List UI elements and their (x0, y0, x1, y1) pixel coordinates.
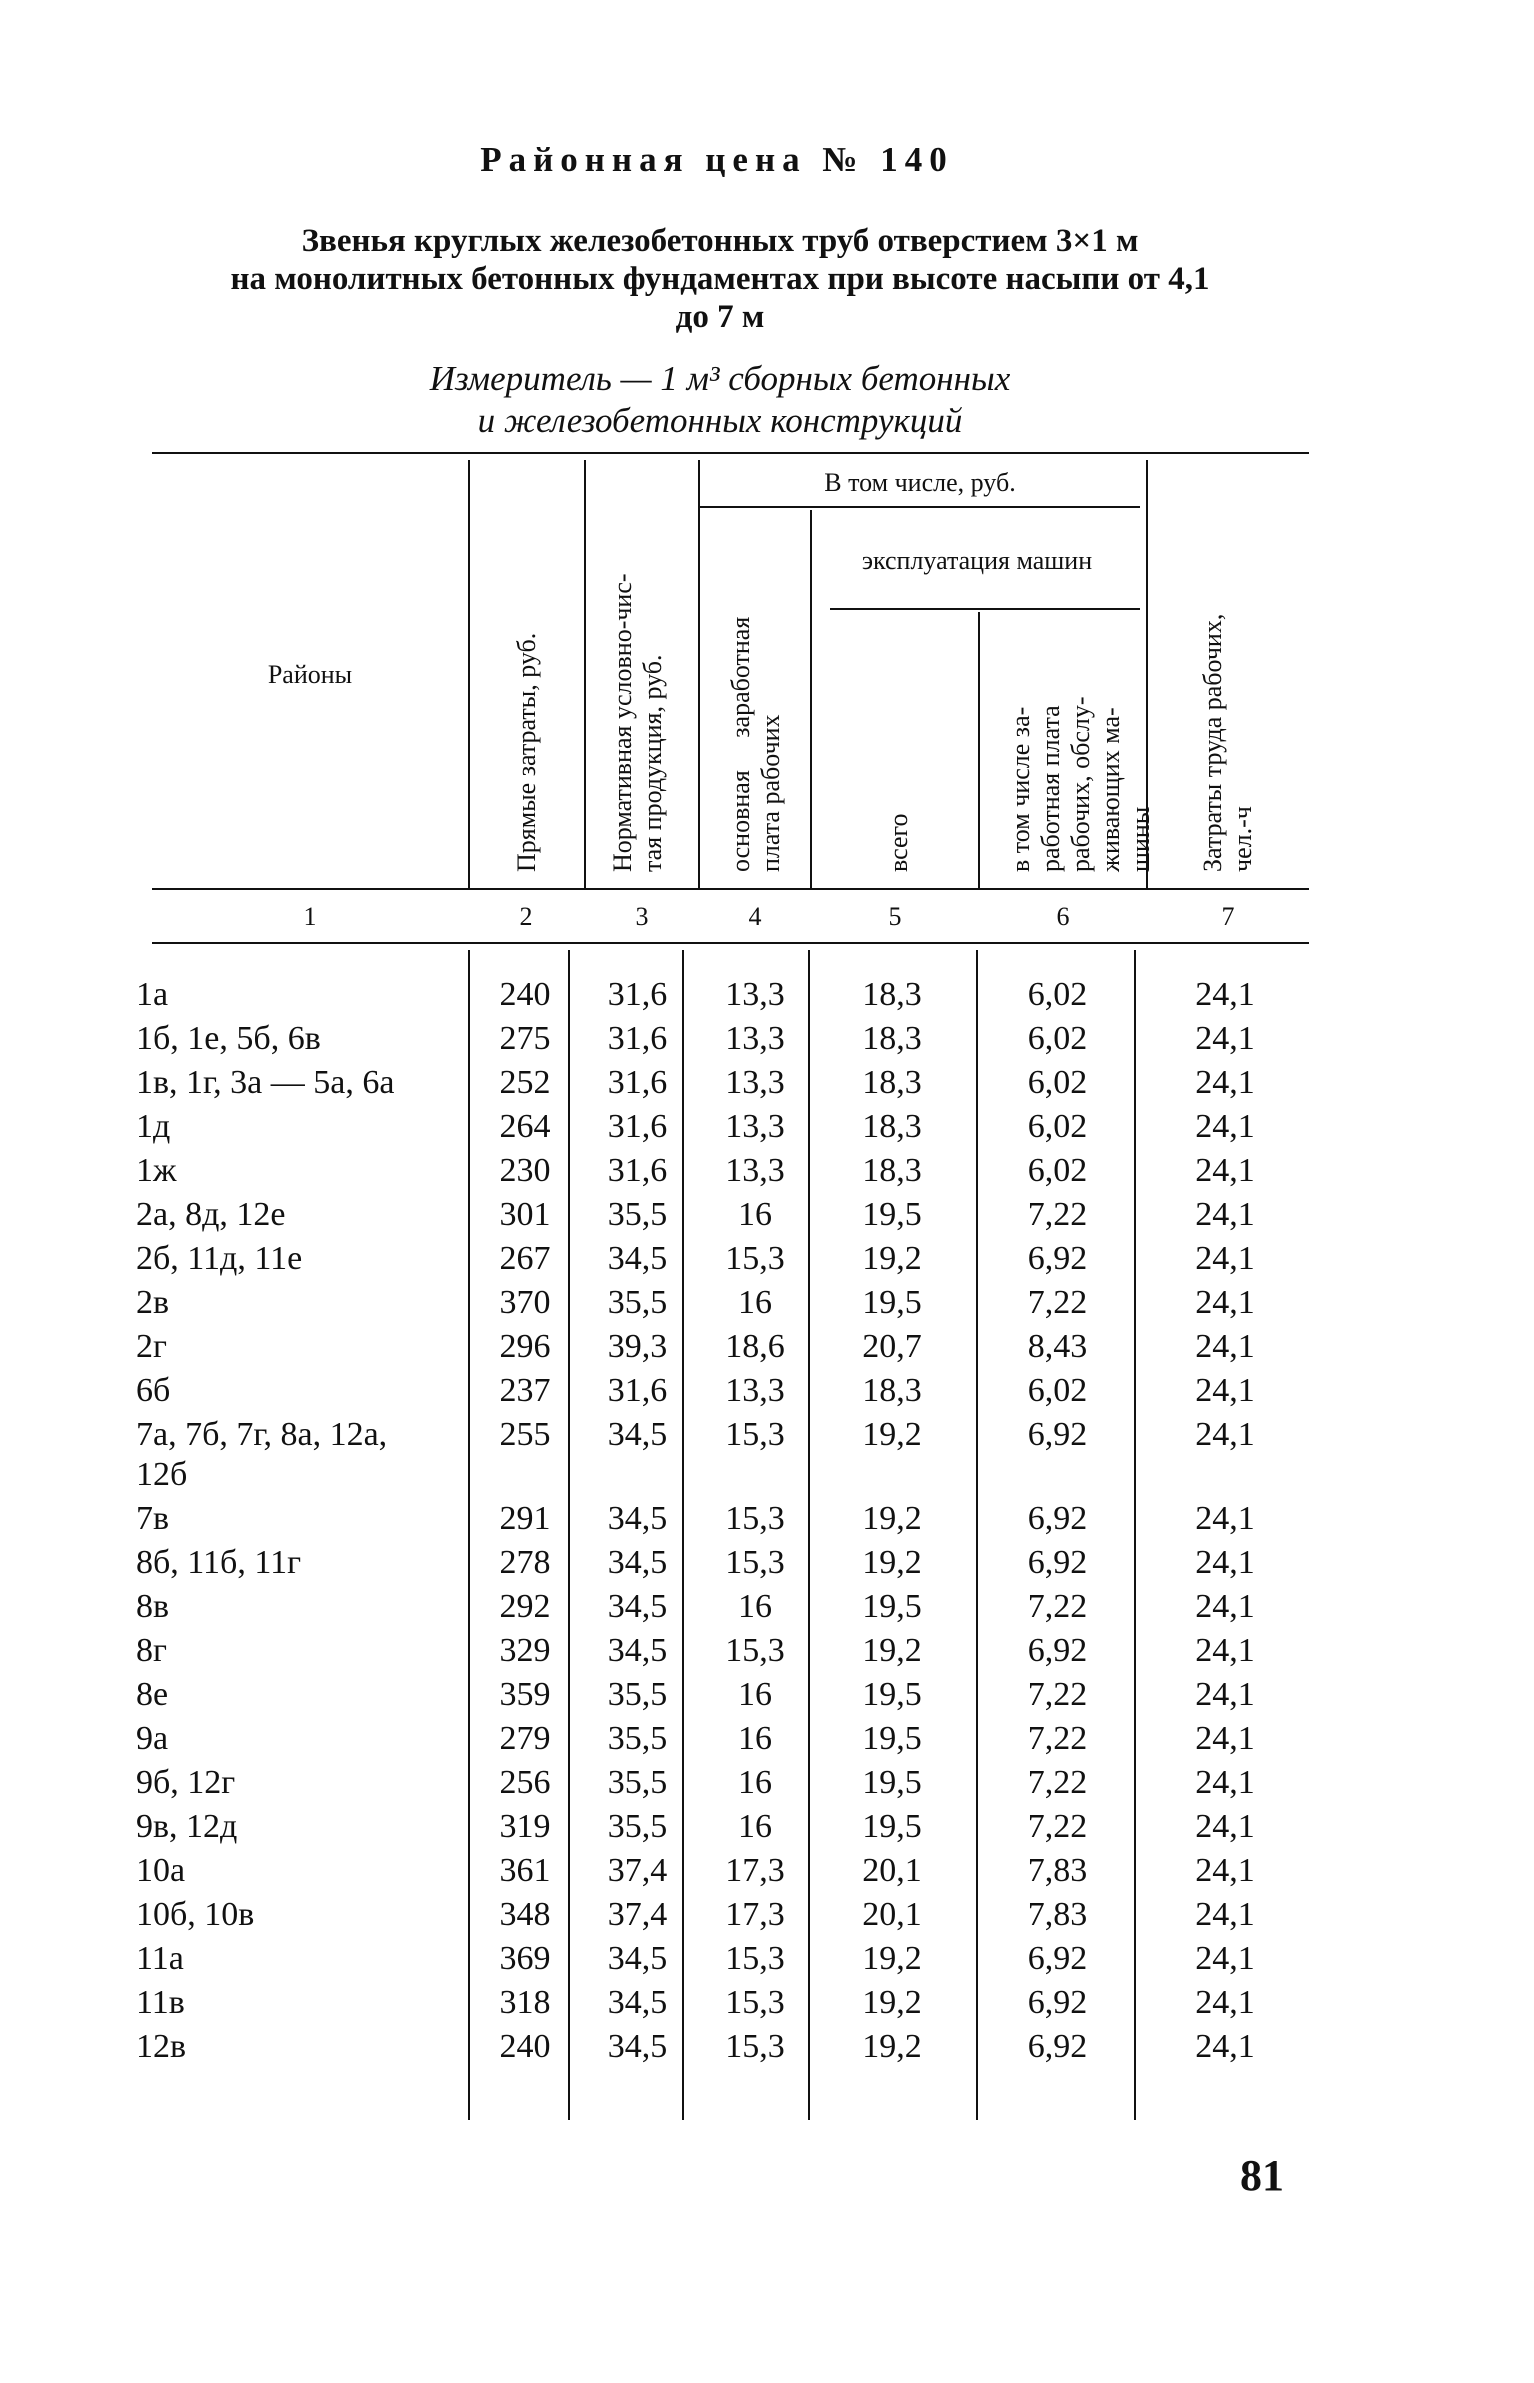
header-incl-wage: в том числе за- работная плата рабочих, обслу- живающих ма- шины (1006, 696, 1155, 872)
machines-wage-cell: 7,22 (1027, 1720, 1088, 1757)
region-cell: 8в (136, 1588, 170, 1625)
machines-wage-cell: 6,92 (1027, 1544, 1088, 1581)
machines-wage-cell: 6,92 (1027, 1984, 1088, 2021)
normative-cell: 35,5 (607, 1284, 668, 1321)
direct-costs-cell: 329 (499, 1632, 551, 1669)
normative-cell: 35,5 (607, 1196, 668, 1233)
incl-under-rule (700, 506, 1140, 508)
table-row-continuation (0, 1456, 1534, 1500)
normative-cell: 31,6 (607, 976, 668, 1013)
direct-costs-cell: 319 (499, 1808, 551, 1845)
region-cell: 8г (136, 1632, 167, 1669)
direct-costs-cell: 279 (499, 1720, 551, 1757)
measure-unit (290, 358, 1150, 442)
region-cell: 10б, 10в (136, 1896, 255, 1933)
labor-cell: 24,1 (1195, 1852, 1255, 1889)
column-number-6: 6 (1056, 902, 1070, 931)
machines-total-cell: 18,3 (862, 1152, 922, 1189)
table-row (0, 1020, 1534, 1064)
basic-wage-cell: 13,3 (725, 1108, 785, 1145)
basic-wage-cell: 15,3 (725, 1416, 785, 1453)
table-row (0, 1852, 1534, 1896)
labor-cell: 24,1 (1195, 1152, 1255, 1189)
basic-wage-cell: 15,3 (725, 1500, 785, 1537)
direct-costs-cell: 370 (499, 1284, 551, 1321)
direct-costs-cell: 291 (499, 1500, 551, 1537)
machines-total-cell: 18,3 (862, 1372, 922, 1409)
header-regions: Районы (267, 660, 353, 689)
machines-total-cell: 19,2 (862, 1632, 922, 1669)
machines-wage-cell: 7,22 (1027, 1284, 1088, 1321)
machines-total-cell: 19,2 (862, 1984, 922, 2021)
machines-total-cell: 19,2 (862, 1544, 922, 1581)
direct-costs-cell: 318 (499, 1984, 551, 2021)
direct-costs-cell: 255 (499, 1416, 551, 1453)
table-row (0, 1984, 1534, 2028)
basic-wage-cell: 16 (738, 1764, 772, 1801)
machines-total-cell: 18,3 (862, 1108, 922, 1145)
machines-total-cell: 18,3 (862, 976, 922, 1013)
labor-cell: 24,1 (1195, 1632, 1255, 1669)
machines-wage-cell: 7,83 (1027, 1896, 1088, 1933)
region-cell: 11в (136, 1984, 185, 2021)
table-row (0, 1544, 1534, 1588)
table-row (0, 1372, 1534, 1416)
region-cell-continuation: 12б (136, 1456, 188, 1493)
machines-wage-cell: 6,92 (1027, 1240, 1088, 1277)
normative-cell: 34,5 (607, 1544, 668, 1581)
normative-cell: 35,5 (607, 1720, 668, 1757)
table-row (0, 1328, 1534, 1372)
labor-cell: 24,1 (1195, 1416, 1255, 1453)
normative-cell: 39,3 (607, 1328, 668, 1365)
table-row (0, 1764, 1534, 1808)
normative-cell: 34,5 (607, 1240, 668, 1277)
measure-line-2: и железобетонных конструкций (477, 401, 963, 440)
labor-cell: 24,1 (1195, 2028, 1255, 2065)
header-basic-wage: основная заработная плата рабочих (726, 616, 785, 872)
table-row (0, 1064, 1534, 1108)
direct-costs-cell: 240 (499, 976, 551, 1013)
header-machines: эксплуатация машин (861, 546, 1093, 575)
region-cell: 9б, 12г (136, 1764, 236, 1801)
region-cell: 1д (136, 1108, 171, 1145)
subtitle (140, 222, 1300, 336)
direct-costs-cell: 348 (499, 1896, 551, 1933)
labor-cell: 24,1 (1195, 1064, 1255, 1101)
basic-wage-cell: 13,3 (725, 1152, 785, 1189)
region-cell: 9а (136, 1720, 169, 1757)
normative-cell: 34,5 (607, 1940, 668, 1977)
machines-wage-cell: 6,02 (1027, 1108, 1088, 1145)
region-cell: 12в (136, 2028, 187, 2065)
machines-wage-cell: 6,02 (1027, 1372, 1088, 1409)
machines-total-cell: 19,2 (862, 1416, 922, 1453)
labor-cell: 24,1 (1195, 1808, 1255, 1845)
table-top-rule (152, 452, 1309, 454)
table-row (0, 1196, 1534, 1240)
labor-cell: 24,1 (1195, 1984, 1255, 2021)
header-direct-costs: Прямые затраты, руб. (512, 632, 541, 872)
table-row (0, 1808, 1534, 1852)
basic-wage-cell: 16 (738, 1676, 772, 1713)
machines-total-cell: 19,5 (862, 1284, 922, 1321)
labor-cell: 24,1 (1195, 1720, 1255, 1757)
column-number-1: 1 (303, 902, 317, 931)
basic-wage-cell: 16 (738, 1588, 772, 1625)
direct-costs-cell: 230 (499, 1152, 551, 1189)
machines-wage-cell: 6,02 (1027, 1064, 1088, 1101)
basic-wage-cell: 15,3 (725, 1544, 785, 1581)
header-normative: Нормативная условно-чис- тая продукция, руб. (608, 573, 667, 872)
basic-wage-cell: 13,3 (725, 976, 785, 1013)
basic-wage-cell: 16 (738, 1808, 772, 1845)
subtitle-line-2: на монолитных бетонных фундаментах при высоте насыпи от 4,1 (230, 261, 1210, 297)
machines-wage-cell: 6,92 (1027, 1416, 1088, 1453)
normative-cell: 35,5 (607, 1808, 668, 1845)
machines-total-cell: 19,5 (862, 1720, 922, 1757)
table-row (0, 1720, 1534, 1764)
labor-cell: 24,1 (1195, 1196, 1255, 1233)
labor-cell: 24,1 (1195, 1372, 1255, 1409)
colnum-bottom-rule (152, 942, 1309, 944)
labor-cell: 24,1 (1195, 1240, 1255, 1277)
region-cell: 2а, 8д, 12е (136, 1196, 286, 1233)
labor-cell: 24,1 (1195, 1588, 1255, 1625)
header-bottom-rule (152, 888, 1309, 890)
direct-costs-cell: 240 (499, 2028, 551, 2065)
header-incl: В том числе, руб. (824, 468, 1016, 497)
normative-cell: 34,5 (607, 1984, 668, 2021)
machines-wage-cell: 7,22 (1027, 1808, 1088, 1845)
table-row (0, 1152, 1534, 1196)
direct-costs-cell: 301 (499, 1196, 551, 1233)
region-cell: 7а, 7б, 7г, 8а, 12а, (136, 1416, 388, 1453)
machines-under-rule (830, 608, 1140, 610)
basic-wage-cell: 17,3 (725, 1852, 785, 1889)
labor-cell: 24,1 (1195, 1940, 1255, 1977)
labor-cell: 24,1 (1195, 976, 1255, 1013)
normative-cell: 31,6 (607, 1372, 668, 1409)
direct-costs-cell: 369 (499, 1940, 551, 1977)
machines-wage-cell: 6,02 (1027, 1152, 1088, 1189)
normative-cell: 34,5 (607, 1632, 668, 1669)
direct-costs-cell: 359 (499, 1676, 551, 1713)
machines-wage-cell: 8,43 (1027, 1328, 1088, 1365)
labor-cell: 24,1 (1195, 1500, 1255, 1537)
machines-wage-cell: 7,22 (1027, 1676, 1088, 1713)
normative-cell: 31,6 (607, 1064, 668, 1101)
normative-cell: 31,6 (607, 1020, 668, 1057)
table-row (0, 2028, 1534, 2072)
machines-wage-cell: 7,83 (1027, 1852, 1088, 1889)
machines-total-cell: 18,3 (862, 1020, 922, 1057)
labor-cell: 24,1 (1195, 1284, 1255, 1321)
region-cell: 7в (136, 1500, 170, 1537)
region-cell: 2г (136, 1328, 167, 1365)
region-cell: 1б, 1е, 5б, 6в (136, 1020, 321, 1057)
region-cell: 6б (136, 1372, 171, 1409)
region-cell: 11а (136, 1940, 184, 1977)
machines-wage-cell: 6,92 (1027, 1632, 1088, 1669)
header-vrule-3 (698, 460, 700, 890)
direct-costs-cell: 292 (499, 1588, 551, 1625)
machines-total-cell: 18,3 (862, 1064, 922, 1101)
machines-wage-cell: 7,22 (1027, 1196, 1088, 1233)
page-number: 81 (1240, 2151, 1284, 2200)
machines-total-cell: 19,5 (862, 1588, 922, 1625)
basic-wage-cell: 15,3 (725, 1240, 785, 1277)
normative-cell: 35,5 (607, 1676, 668, 1713)
subtitle-line-1: Звенья круглых железобетонных труб отверстием 3×1 м (301, 223, 1139, 259)
direct-costs-cell: 264 (499, 1108, 551, 1145)
table-row (0, 1500, 1534, 1544)
basic-wage-cell: 15,3 (725, 1632, 785, 1669)
labor-cell: 24,1 (1195, 1544, 1255, 1581)
measure-line-1: Измеритель — 1 м³ сборных бетонных (429, 359, 1011, 398)
basic-wage-cell: 16 (738, 1720, 772, 1757)
labor-cell: 24,1 (1195, 1328, 1255, 1365)
normative-cell: 34,5 (607, 1416, 668, 1453)
direct-costs-cell: 237 (499, 1372, 551, 1409)
table-row (0, 1676, 1534, 1720)
machines-total-cell: 20,1 (862, 1852, 922, 1889)
normative-cell: 34,5 (607, 2028, 668, 2065)
region-cell: 2в (136, 1284, 170, 1321)
basic-wage-cell: 16 (738, 1284, 772, 1321)
labor-cell: 24,1 (1195, 1020, 1255, 1057)
header-vrule-1 (468, 460, 470, 890)
machines-total-cell: 20,7 (862, 1328, 922, 1365)
basic-wage-cell: 15,3 (725, 1984, 785, 2021)
labor-cell: 24,1 (1195, 1896, 1255, 1933)
normative-cell: 34,5 (607, 1588, 668, 1625)
header-labor: Затраты труда рабочих, чел.-ч (1198, 613, 1257, 872)
region-cell: 9в, 12д (136, 1808, 238, 1845)
machines-wage-cell: 6,92 (1027, 1500, 1088, 1537)
machines-wage-cell: 6,02 (1027, 976, 1088, 1013)
table-row (0, 1896, 1534, 1940)
basic-wage-cell: 13,3 (725, 1020, 785, 1057)
machines-wage-cell: 7,22 (1027, 1764, 1088, 1801)
region-cell: 1ж (136, 1152, 177, 1189)
labor-cell: 24,1 (1195, 1676, 1255, 1713)
table-row (0, 1416, 1534, 1460)
machines-total-cell: 19,2 (862, 1240, 922, 1277)
machines-wage-cell: 6,02 (1027, 1020, 1088, 1057)
header-total: всего (884, 813, 913, 872)
machines-total-cell: 19,5 (862, 1764, 922, 1801)
direct-costs-cell: 361 (499, 1852, 551, 1889)
table-row (0, 1588, 1534, 1632)
normative-cell: 37,4 (607, 1852, 668, 1889)
basic-wage-cell: 15,3 (725, 2028, 785, 2065)
direct-costs-cell: 252 (499, 1064, 551, 1101)
machines-wage-cell: 6,92 (1027, 2028, 1088, 2065)
basic-wage-cell: 13,3 (725, 1064, 785, 1101)
table-row (0, 1940, 1534, 1984)
labor-cell: 24,1 (1195, 1764, 1255, 1801)
basic-wage-cell: 18,6 (725, 1328, 785, 1365)
basic-wage-cell: 15,3 (725, 1940, 785, 1977)
column-number-4: 4 (748, 902, 762, 931)
column-number-7: 7 (1221, 902, 1235, 931)
basic-wage-cell: 13,3 (725, 1372, 785, 1409)
region-cell: 1а (136, 976, 169, 1013)
machines-wage-cell: 7,22 (1027, 1588, 1088, 1625)
column-number-3: 3 (635, 902, 649, 931)
subtitle-line-3: до 7 м (675, 299, 765, 335)
machines-wage-cell: 6,92 (1027, 1940, 1088, 1977)
machines-total-cell: 19,5 (862, 1676, 922, 1713)
table-row (0, 976, 1534, 1020)
region-cell: 8б, 11б, 11г (136, 1544, 302, 1581)
table-row (0, 1632, 1534, 1676)
machines-total-cell: 19,2 (862, 2028, 922, 2065)
normative-cell: 31,6 (607, 1108, 668, 1145)
direct-costs-cell: 256 (499, 1764, 551, 1801)
column-number-2: 2 (519, 902, 533, 931)
basic-wage-cell: 16 (738, 1196, 772, 1233)
column-number-5: 5 (888, 902, 902, 931)
table-row (0, 1108, 1534, 1152)
normative-cell: 35,5 (607, 1764, 668, 1801)
table-row (0, 1240, 1534, 1284)
normative-cell: 31,6 (607, 1152, 668, 1189)
machines-total-cell: 19,5 (862, 1196, 922, 1233)
machines-total-cell: 19,5 (862, 1808, 922, 1845)
header-vrule-2 (584, 460, 586, 890)
labor-cell: 24,1 (1195, 1108, 1255, 1145)
page-title: Районная цена № 140 (480, 140, 954, 179)
table-row (0, 1284, 1534, 1328)
direct-costs-cell: 278 (499, 1544, 551, 1581)
region-cell: 2б, 11д, 11е (136, 1240, 303, 1277)
normative-cell: 37,4 (607, 1896, 668, 1933)
machines-total-cell: 19,2 (862, 1500, 922, 1537)
direct-costs-cell: 267 (499, 1240, 551, 1277)
region-cell: 8е (136, 1676, 169, 1713)
basic-wage-cell: 17,3 (725, 1896, 785, 1933)
machines-total-cell: 20,1 (862, 1896, 922, 1933)
header-vrule-5 (978, 612, 980, 890)
region-cell: 1в, 1г, 3а — 5а, 6а (136, 1064, 395, 1101)
direct-costs-cell: 275 (499, 1020, 551, 1057)
normative-cell: 34,5 (607, 1500, 668, 1537)
machines-total-cell: 19,2 (862, 1940, 922, 1977)
direct-costs-cell: 296 (499, 1328, 551, 1365)
region-cell: 10а (136, 1852, 186, 1889)
